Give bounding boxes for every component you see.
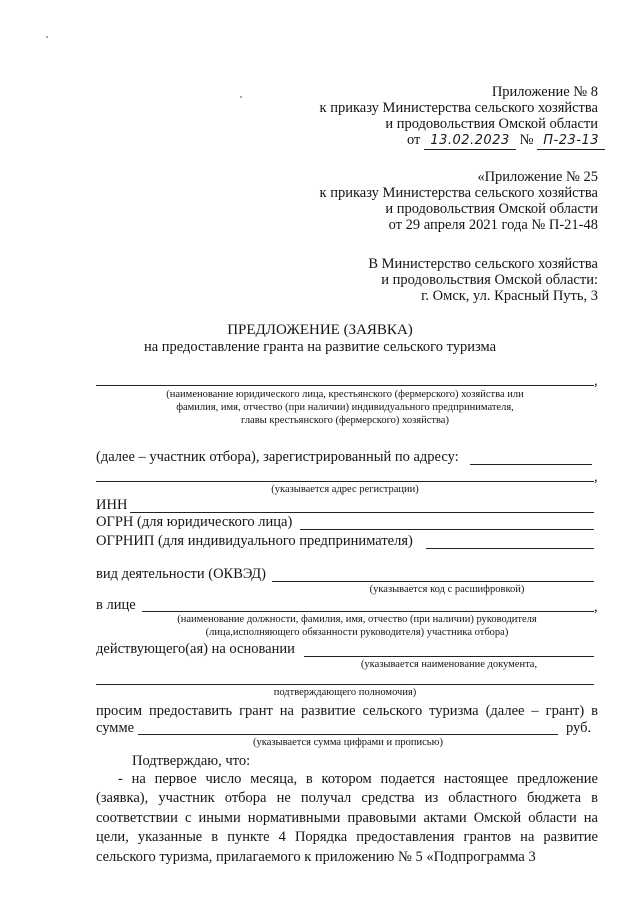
appendix25-line1: «Приложение № 25 xyxy=(477,169,598,185)
appendix8-line1: Приложение № 8 xyxy=(491,84,598,100)
activity-field[interactable] xyxy=(272,581,594,582)
addressee-line1: В Министерство сельского хозяйства xyxy=(368,256,598,272)
basis-field-1[interactable] xyxy=(304,656,594,657)
registration-label: (далее – участник отбора), зарегистрированный по адресу: xyxy=(96,449,459,465)
number-prefix: № xyxy=(519,132,534,148)
applicant-hint-3: главы крестьянского (фермерского) хозяйства) xyxy=(241,415,449,426)
represented-hint-2: (лица,исполняющего обязанности руководителя) участника отбора) xyxy=(205,627,509,638)
addressee-line3: г. Омск, ул. Красный Путь, 3 xyxy=(421,288,598,304)
appendix25-line2: к приказу Министерства сельского хозяйства xyxy=(319,185,598,201)
applicant-hint-1: (наименование юридического лица, крестьянского (фермерского) хозяйства или xyxy=(166,389,524,400)
appendix25-line3: и продовольствия Омской области xyxy=(385,201,598,217)
appendix8-line2: к приказу Министерства сельского хозяйства xyxy=(319,100,598,116)
grant-sum-field[interactable] xyxy=(138,734,558,735)
registration-address-field-2[interactable] xyxy=(96,481,594,482)
ogrn-field[interactable] xyxy=(300,529,594,530)
basis-field-2[interactable] xyxy=(96,684,594,685)
document-title: ПРЕДЛОЖЕНИЕ (ЗАЯВКА) xyxy=(227,322,413,338)
registration-comma: , xyxy=(594,469,598,485)
document-subtitle: на предоставление гранта на развитие сельского туризма xyxy=(143,339,497,355)
currency-label: руб. xyxy=(566,720,592,736)
appendix25-line4: от 29 апреля 2021 года № П-21-48 xyxy=(388,217,598,233)
appendix8-line3: и продовольствия Омской области xyxy=(385,116,598,132)
applicant-name-field[interactable] xyxy=(96,385,594,386)
registration-address-field-1[interactable] xyxy=(470,464,592,465)
request-line: просим предоставить грант на развитие сельского туризма (далее – грант) в xyxy=(96,703,598,719)
scan-speck xyxy=(46,36,48,38)
confirm-paragraph: - на первое число месяца, в котором подается настоящее предложение (заявка), участник отбора не получал средства из областного бюджета в соответствии с иными нормативными правовыми актами Омской области на цели, указанные в пункте 4 Порядка предоставления грантов на развитие сельского туризма, прилагаемого к приложению № 5 «Подпрограмма 3 xyxy=(96,771,598,865)
applicant-hint-2: фамилия, имя, отчество (при наличии) индивидуального предпринимателя, xyxy=(176,402,514,413)
ogrnip-label: ОГРНИП (для индивидуального предпринимателя) xyxy=(96,533,413,549)
inn-label: ИНН xyxy=(96,497,128,513)
represented-comma: , xyxy=(594,599,598,615)
confirm-heading: Подтверждаю, что: xyxy=(132,753,251,769)
scan-speck xyxy=(240,96,242,98)
appendix8-date-line xyxy=(407,132,605,150)
representative-field[interactable] xyxy=(142,611,594,612)
registration-hint: (указывается адрес регистрации) xyxy=(271,484,419,495)
inn-field[interactable] xyxy=(130,512,594,513)
sum-hint: (указывается сумма цифрами и прописью) xyxy=(253,737,443,748)
confirm-paragraph-block xyxy=(96,770,598,867)
date-prefix: от xyxy=(407,132,421,148)
applicant-comma: , xyxy=(594,373,598,389)
addressee-line2: и продовольствия Омской области: xyxy=(381,272,598,288)
basis-hint-2: подтверждающего полномочия) xyxy=(273,687,417,698)
represented-hint-1: (наименование должности, фамилия, имя, отчество (при наличии) руководителя xyxy=(177,614,537,625)
represented-label: в лице xyxy=(96,597,136,613)
ogrnip-field[interactable] xyxy=(426,548,594,549)
ogrn-label: ОГРН (для юридического лица) xyxy=(96,514,293,530)
basis-label: действующего(ая) на основании xyxy=(96,641,295,657)
handwritten-number: П-23-13 xyxy=(537,133,605,150)
basis-hint-1: (указывается наименование документа, xyxy=(360,659,538,670)
activity-label: вид деятельности (ОКВЭД) xyxy=(96,566,266,582)
sum-label: сумме xyxy=(96,720,135,736)
activity-hint: (указывается код с расшифровкой) xyxy=(369,584,525,595)
handwritten-date: 13.02.2023 xyxy=(424,133,516,150)
